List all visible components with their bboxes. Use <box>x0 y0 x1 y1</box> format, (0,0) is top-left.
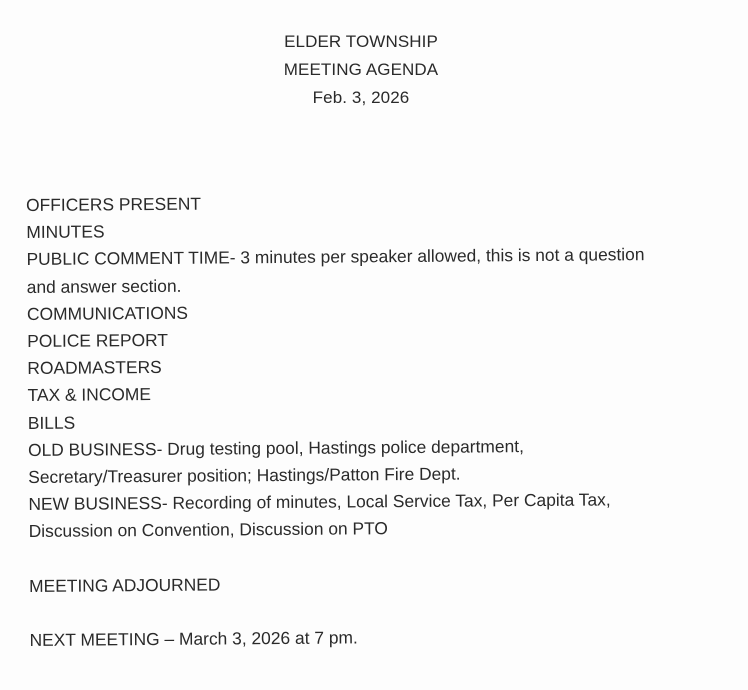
agenda-item-adjourned: MEETING ADJOURNED <box>29 574 221 596</box>
document-title: MEETING AGENDA <box>283 60 439 79</box>
agenda-item-old-business-cont: Secretary/Treasurer position; Hastings/Patton Fire Dept. <box>28 463 461 488</box>
agenda-item-communications: COMMUNICATIONS <box>26 302 189 324</box>
agenda-header <box>0 28 722 112</box>
agenda-item-public-comment-cont: and answer section. <box>26 275 182 297</box>
agenda-item-officers-present: OFFICERS PRESENT <box>26 193 202 215</box>
agenda-item-tax-income: TAX & INCOME <box>27 384 152 406</box>
agenda-item-minutes: MINUTES <box>26 221 105 243</box>
agenda-item-old-business: OLD BUSINESS- Drug testing pool, Hastings police department, <box>27 435 524 460</box>
agenda-item-next-meeting: NEXT MEETING – March 3, 2026 at 7 pm. <box>29 627 358 650</box>
township-name: ELDER TOWNSHIP <box>284 32 438 51</box>
agenda-item-police-report: POLICE REPORT <box>27 329 169 352</box>
agenda-body <box>26 187 730 655</box>
agenda-item-roadmasters: ROADMASTERS <box>27 357 162 379</box>
agenda-item-new-business-cont: Discussion on Convention, Discussion on PTO <box>28 518 388 542</box>
agenda-item-new-business: NEW BUSINESS- Recording of minutes, Local Service Tax, Per Capita Tax, <box>28 489 611 515</box>
agenda-item-bills: BILLS <box>27 412 76 433</box>
meeting-date: Feb. 3, 2026 <box>312 88 410 107</box>
agenda-item-public-comment: PUBLIC COMMENT TIME- 3 minutes per speaker allowed, this is not a question <box>26 244 645 270</box>
